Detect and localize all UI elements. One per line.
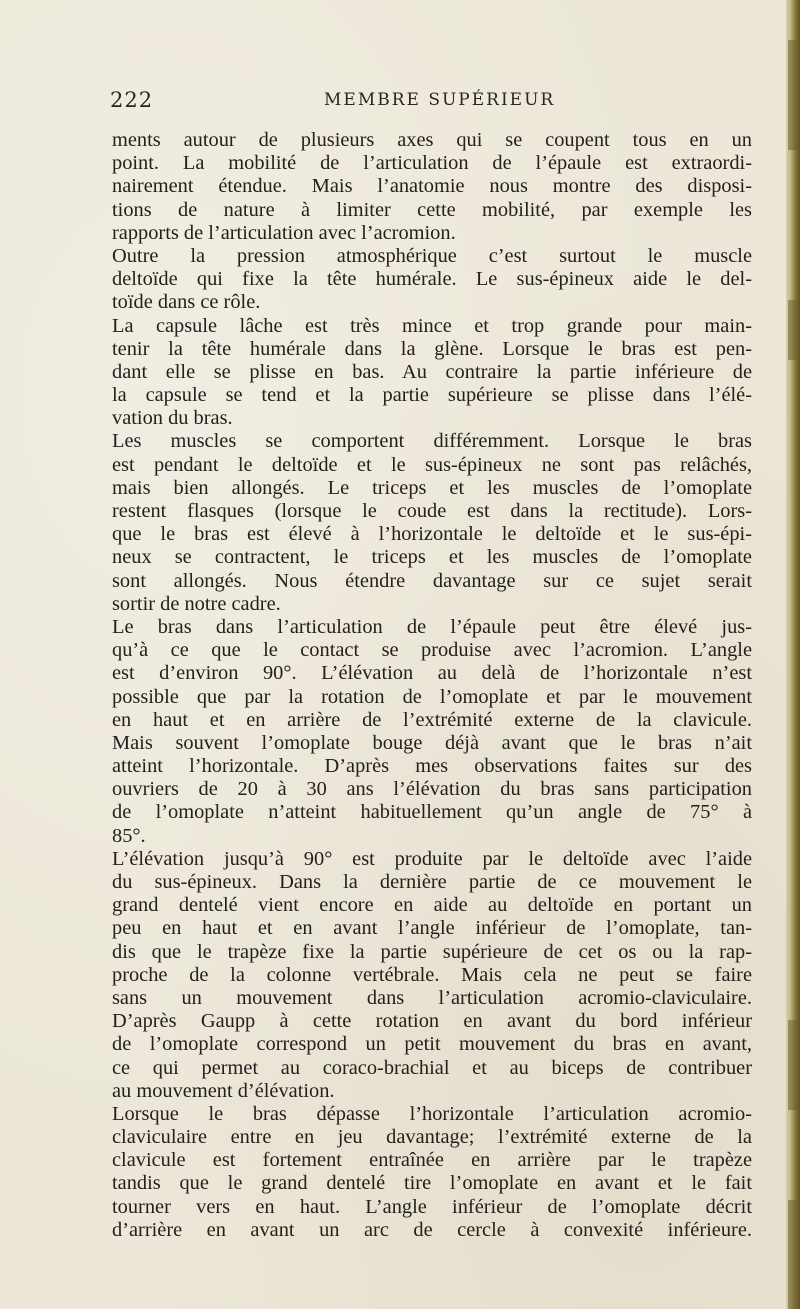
text-line: au mouvement d’élévation.: [112, 1079, 335, 1102]
text-line: neux se contractent, le triceps et les muscles de l’omoplate: [112, 546, 752, 569]
page-edge-binding: [786, 0, 800, 1309]
text-line: nairement étendue. Mais l’anatomie nous montre des disposi-: [112, 175, 752, 198]
page-header: [110, 88, 760, 118]
edge-stain: [788, 1200, 798, 1309]
text-line: grand dentelé vient encore en aide au deltoïde en portant un: [112, 894, 752, 917]
text-line: restent flasques (lorsque le coude est dans la rectitude). Lors-: [112, 500, 752, 522]
text-line: la capsule se tend et la partie supérieure se plisse dans l’élé-: [112, 384, 752, 407]
text-line: tandis que le grand dentelé tire l’omoplate en avant et le fait: [112, 1172, 752, 1195]
text-line: ce qui permet au coraco-brachial et au biceps de contribuer: [112, 1056, 752, 1079]
page-number: 222: [110, 88, 154, 112]
text-line: proche de la colonne vertébrale. Mais cela ne peut se faire: [112, 963, 752, 986]
text-line: tourner vers en haut. L’angle inférieur de l’omoplate décrit: [112, 1195, 752, 1218]
text-line: ments autour de plusieurs axes qui se coupent tous en un: [112, 129, 752, 151]
text-line: est d’environ 90°. L’élévation au delà de l’horizontale n’est: [112, 662, 752, 685]
text-line: La capsule lâche est très mince et trop grande pour main-: [112, 314, 752, 337]
text-line: en haut et en arrière de l’extrémité externe de la clavicule.: [112, 708, 752, 731]
text-line: toïde dans ce rôle.: [112, 291, 261, 314]
text-line: que le bras est élevé à l’horizontale le deltoïde et le sus-épi-: [112, 523, 752, 546]
text-line: d’arrière en avant un arc de cercle à convexité inférieure.: [112, 1218, 752, 1241]
text-line: 85°.: [112, 824, 146, 847]
text-line: point. La mobilité de l’articulation de l’épaule est extraordi-: [112, 152, 752, 175]
text-line: ouvriers de 20 à 30 ans l’élévation du bras sans participation: [112, 778, 752, 801]
text-line: mais bien allongés. Le triceps et les muscles de l’omoplate: [112, 476, 752, 499]
running-title: MEMBRE SUPÉRIEUR: [324, 90, 556, 110]
text-line: claviculaire entre en jeu davantage; l’extrémité externe de la: [112, 1126, 752, 1149]
text-line: tions de nature à limiter cette mobilité, par exemple les: [112, 198, 752, 221]
edge-stain: [788, 300, 798, 360]
text-line: D’après Gaupp à cette rotation en avant du bord inférieur: [112, 1010, 752, 1033]
text-line: Lorsque le bras dépasse l’horizontale l’articulation acromio-: [112, 1102, 752, 1125]
text-line: clavicule est fortement entraînée en arrière par le trapèze: [112, 1149, 752, 1172]
text-line: Outre la pression atmosphérique c’est surtout le muscle: [112, 244, 752, 267]
text-line: tenir la tête humérale dans la glène. Lorsque le bras est pen-: [112, 337, 752, 360]
text-line: de l’omoplate n’atteint habituellement qu’un angle de 75° à: [112, 801, 752, 824]
edge-stain: [788, 40, 798, 150]
edge-stain: [788, 1020, 798, 1110]
body-text: [112, 129, 752, 1242]
text-line: sortir de notre cadre.: [112, 592, 281, 615]
text-line: Mais souvent l’omoplate bouge déjà avant que le bras n’ait: [112, 731, 752, 754]
text-line: deltoïde qui fixe la tête humérale. Le sus-épineux aide le del-: [112, 268, 752, 291]
text-line: possible que par la rotation de l’omoplate et par le mouvement: [112, 685, 752, 708]
text-line: atteint l’horizontale. D’après mes observations faites sur des: [112, 755, 752, 778]
text-line: est pendant le deltoïde et le sus-épineux ne sont pas relâchés,: [112, 453, 752, 476]
text-line: dant elle se plisse en bas. Au contraire la partie inférieure de: [112, 360, 752, 383]
text-line: peu en haut et en avant l’angle inférieur de l’omoplate, tan-: [112, 917, 752, 940]
text-line: vation du bras.: [112, 407, 233, 430]
text-line: L’élévation jusqu’à 90° est produite par le deltoïde avec l’aide: [112, 847, 752, 870]
text-line: de l’omoplate correspond un petit mouvement du bras en avant,: [112, 1033, 752, 1056]
text-line: qu’à ce que le contact se produise avec l’acromion. L’angle: [112, 639, 752, 662]
text-line: Le bras dans l’articulation de l’épaule peut être élevé jus-: [112, 615, 752, 638]
text-line: dis que le trapèze fixe la partie supérieure de cet os ou la rap-: [112, 940, 752, 963]
text-line: Les muscles se comportent différemment. Lorsque le bras: [112, 430, 752, 453]
text-line: sans un mouvement dans l’articulation acromio-claviculaire.: [112, 986, 752, 1009]
text-line: sont allongés. Nous étendre davantage sur ce sujet serait: [112, 569, 752, 592]
text-line: du sus-épineux. Dans la dernière partie de ce mouvement le: [112, 871, 752, 893]
text-line: rapports de l’articulation avec l’acromion.: [112, 221, 456, 244]
